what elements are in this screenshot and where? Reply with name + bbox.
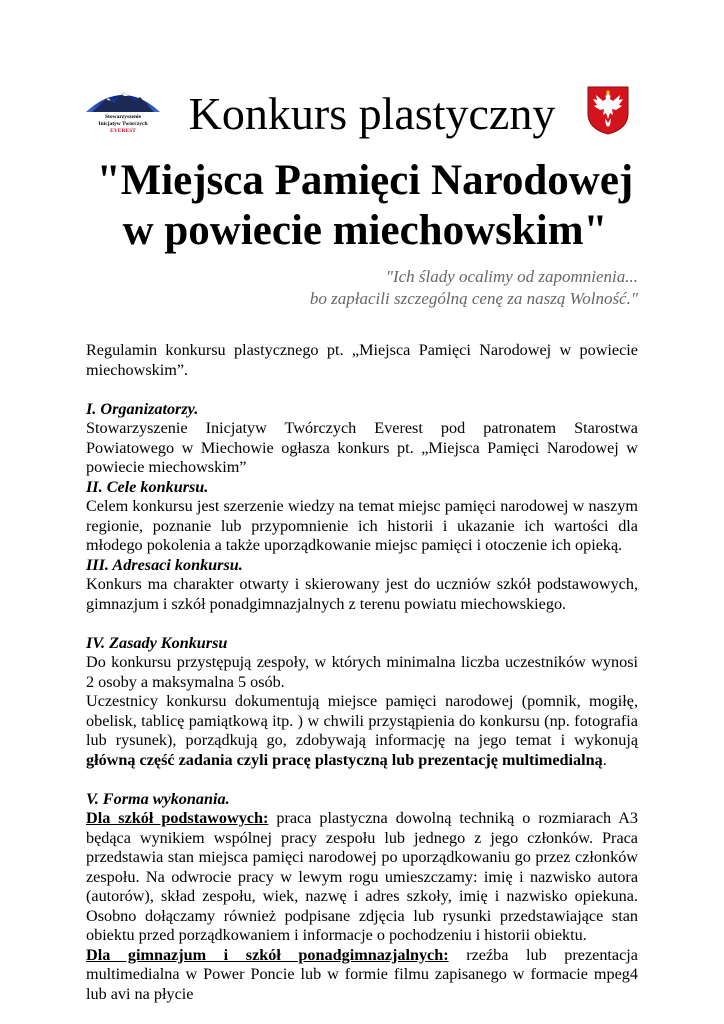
rules-text-start: Uczestnicy konkursu dokumentują miejsce pamięci narodowej (pomnik, mogiłę, obelisk, tablicę pamiątkową itp. ) w chwili przystąpienia do konkursu (np. fotografia lub rysunek), porządkują go, zdobywają informację na jego temat i wykonują — [86, 692, 638, 749]
regulations-body — [86, 341, 638, 1004]
motto-line-2: bo zapłacili szczególną cenę za naszą Wolność." — [309, 289, 638, 308]
rules-text-end: . — [602, 750, 607, 769]
secondary-schools-label: Dla gimnazjum i szkół ponadgimnazjalnych: — [86, 945, 449, 964]
primary-schools-text: praca plastyczna dowolną techniką o rozmiarach A3 będąca wynikiem wspólnej pracy zespołu lub jednego z jego członków. Praca przedstawia stan miejsca pamięci narodowej po uporządkowaniu go przez członków zespołu. Na odwrocie pracy w lewym rogu umieszczamy: imię i nazwisko autora (autorów), skład zespołu, wiek, nazwę i adres szkoły, imię i nazwisko opiekuna. Osobno dołączamy również podpisane zdjęcia lub rysunki przedstawiające stan obiektu przed porządkowaniem i informacje o pochodzeniu i historii obiektu. — [86, 809, 639, 944]
section-form-primary — [86, 809, 638, 946]
motto-line-1: "Ich ślady ocalimy od zapomnienia... — [385, 267, 638, 286]
section-form-heading: V. Forma wykonania. — [86, 789, 230, 808]
primary-schools-label: Dla szkół podstawowych: — [86, 809, 269, 827]
section-rules-heading: IV. Zasady Konkursu — [86, 633, 228, 652]
intro-paragraph: Regulamin konkursu plastycznego pt. „Miejsca Pamięci Narodowej w powiecie miechowskim”. — [86, 341, 638, 379]
section-organizers-text: Stowarzyszenie Inicjatyw Twórczych Everest pod patronatem Starostwa Powiatowego w Miechowie ogłasza konkurs pt. „Miejsca Pamięci Narodowej w powiecie miechowskim” — [86, 419, 638, 476]
logo-text-line1: Stowarzyszenie — [104, 114, 142, 120]
title-line-2: w powiecie miechowskim" — [122, 207, 608, 254]
section-goals-text: Celem konkursu jest szerzenie wiedzy na temat miejsc pamięci narodowej w naszym regionie, poznanie lub przypomnienie ich historii i ukazanie ich wartości dla młodego pokolenia a także uporządkowanie miejsc pamięci i otoczenie ich opieką. — [86, 497, 638, 554]
contest-type-heading: Konkurs plastyczny — [188, 88, 556, 139]
section-rules-paragraph-2 — [86, 692, 638, 770]
logo-text-line3: EVEREST — [110, 128, 136, 134]
rules-text-bold: główną część zadania czyli pracę plastyczną lub prezentację multimedialną — [86, 750, 603, 769]
page-title — [70, 156, 660, 256]
logo-text-line2: Inicjatyw Twórczych — [98, 121, 148, 127]
section-rules-paragraph-1: Do konkursu przystępują zespoły, w których minimalna liczba uczestników wynosi 2 osoby a maksymalna 5 osób. — [86, 653, 638, 691]
section-goals-heading: II. Cele konkursu. — [86, 477, 209, 496]
title-line-1: "Miejsca Pamięci Narodowej — [96, 157, 634, 204]
section-form-secondary — [86, 946, 638, 1005]
section-audience-heading: III. Adresaci konkursu. — [86, 555, 243, 574]
motto-quote — [310, 266, 638, 310]
section-organizers-heading: I. Organizatorzy. — [86, 399, 199, 418]
section-audience-text: Konkurs ma charakter otwarty i skierowany jest do uczniów szkół podstawowych, gimnazjum i szkół ponadgimnazjalnych z terenu powiatu miechowskiego. — [86, 575, 638, 613]
secondary-schools-text: rzeźba lub prezentacja multimedialna w Power Poncie lub w formie filmu zapisanego w formacie mpeg4 lub avi na płycie — [86, 945, 638, 1003]
